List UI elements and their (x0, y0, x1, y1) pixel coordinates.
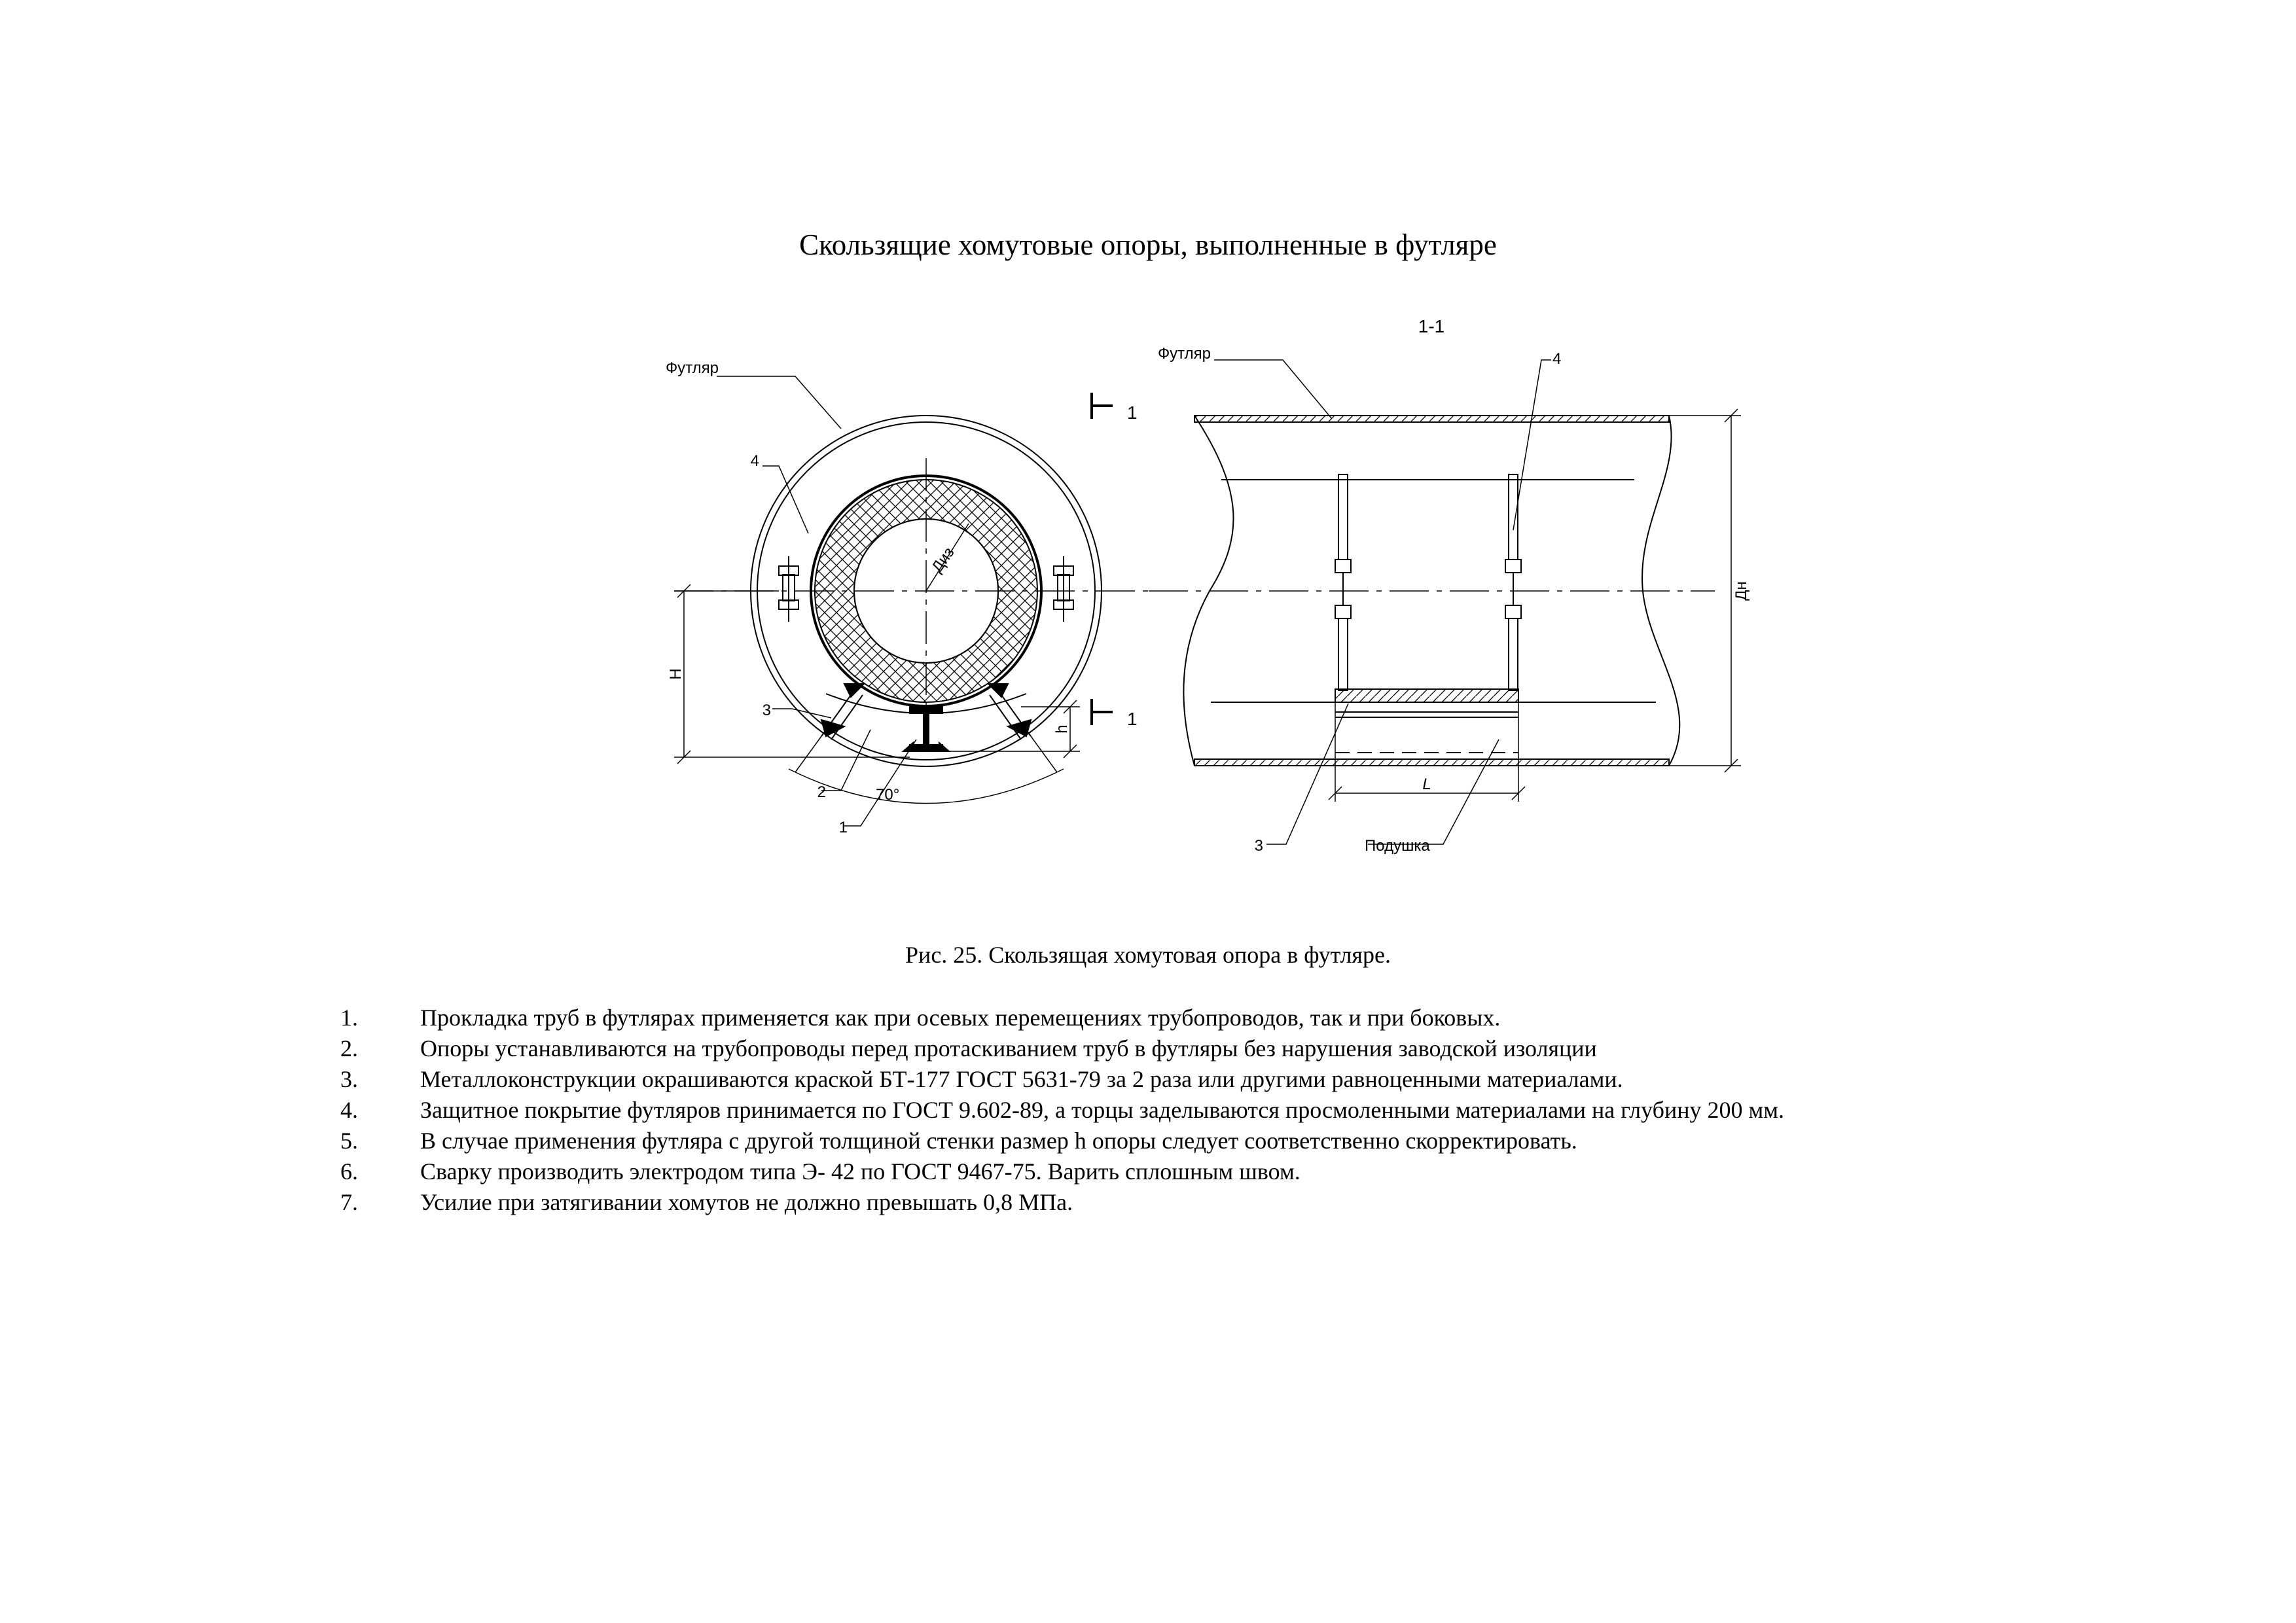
label-item-3-right: 3 (1254, 837, 1263, 855)
sleeve-bottom-wall (1194, 759, 1669, 766)
note-number: 7. (340, 1189, 358, 1215)
notes-list (340, 1003, 1977, 1218)
note-item (340, 1156, 1977, 1187)
cross-section-view (674, 376, 1152, 826)
leader-3-left (772, 709, 831, 718)
note-number: 4. (340, 1097, 358, 1123)
note-item (340, 1187, 1977, 1218)
label-dim-diz: Диз (928, 544, 958, 577)
note-item (340, 1033, 1977, 1064)
note-text: Опоры устанавливаются на трубопроводы перед протаскиванием труб в футляры без нарушения заводской изоляции (420, 1035, 1597, 1061)
page-title: Скользящие хомутовые опоры, выполненные в футляре (799, 228, 1497, 261)
leader-4-left (762, 466, 808, 533)
leader-pad (1368, 740, 1499, 844)
note-text: Прокладка труб в футлярах применяется как при осевых перемещениях трубопроводов, так и при боковых. (420, 1005, 1501, 1031)
figure-caption: Рис. 25. Скользящая хомутовая опора в футляре. (905, 942, 1391, 968)
note-number: 5. (340, 1128, 358, 1154)
note-item (340, 1095, 1977, 1126)
label-cut-bottom: 1 (1127, 709, 1138, 729)
label-item-4-left: 4 (750, 452, 759, 470)
label-cut-top: 1 (1127, 402, 1138, 423)
leader-1 (844, 740, 916, 826)
leader-4-right (1513, 360, 1551, 530)
label-pad: Подушка (1365, 837, 1430, 855)
note-text: Металлоконструкции окрашиваются краской БТ-177 ГОСТ 5631-79 за 2 раза или другими равноценными материалами. (420, 1066, 1623, 1092)
note-number: 3. (340, 1066, 358, 1092)
section-cut-marker-top (1092, 393, 1113, 419)
note-text: В случае применения футляра с другой толщиной стенки размер h опоры следует соответственно скорректировать. (420, 1128, 1577, 1154)
note-text: Защитное покрытие футляров принимается по ГОСТ 9.602-89, а торцы заделываются просмоленными материалами на глубину 200 мм. (420, 1097, 1785, 1123)
clamp-right (1505, 474, 1521, 690)
i-beam (903, 707, 949, 751)
support-plate (1335, 689, 1518, 702)
section-cut-marker-bottom (1092, 699, 1113, 725)
sleeve-top-wall (1194, 416, 1669, 422)
label-sleeve-left: Футляр (665, 359, 719, 377)
clamp-left (1335, 474, 1351, 690)
label-item-2: 2 (817, 783, 826, 801)
label-section: 1-1 (1418, 316, 1445, 336)
label-sleeve-right: Футляр (1157, 345, 1211, 363)
note-text: Усилие при затягивании хомутов не должно превышать 0,8 МПа. (420, 1189, 1073, 1215)
label-item-4-right: 4 (1552, 350, 1562, 368)
label-dim-h: h (1053, 724, 1071, 734)
label-angle: 70° (876, 786, 900, 804)
right-clamp-bolt (1054, 556, 1073, 622)
label-dim-L: L (1422, 776, 1431, 793)
leader-sleeve-left (717, 376, 841, 429)
note-number: 1. (340, 1005, 358, 1031)
leader-3-right (1266, 704, 1348, 844)
note-item (340, 1064, 1977, 1095)
label-item-3-left: 3 (762, 702, 771, 719)
left-clamp-bolt (779, 556, 798, 622)
note-text: Сварку производить электродом типа Э- 42 по ГОСТ 9467-75. Варить сплошным швом. (420, 1158, 1300, 1185)
note-item (340, 1126, 1977, 1156)
longitudinal-view (1149, 360, 1741, 844)
note-number: 2. (340, 1035, 358, 1061)
label-dim-dn: Дн (1732, 581, 1750, 601)
leader-sleeve-right (1214, 360, 1332, 419)
label-item-1: 1 (838, 819, 848, 836)
note-number: 6. (340, 1158, 358, 1185)
note-item (340, 1003, 1977, 1033)
label-dim-H: H (667, 668, 685, 680)
